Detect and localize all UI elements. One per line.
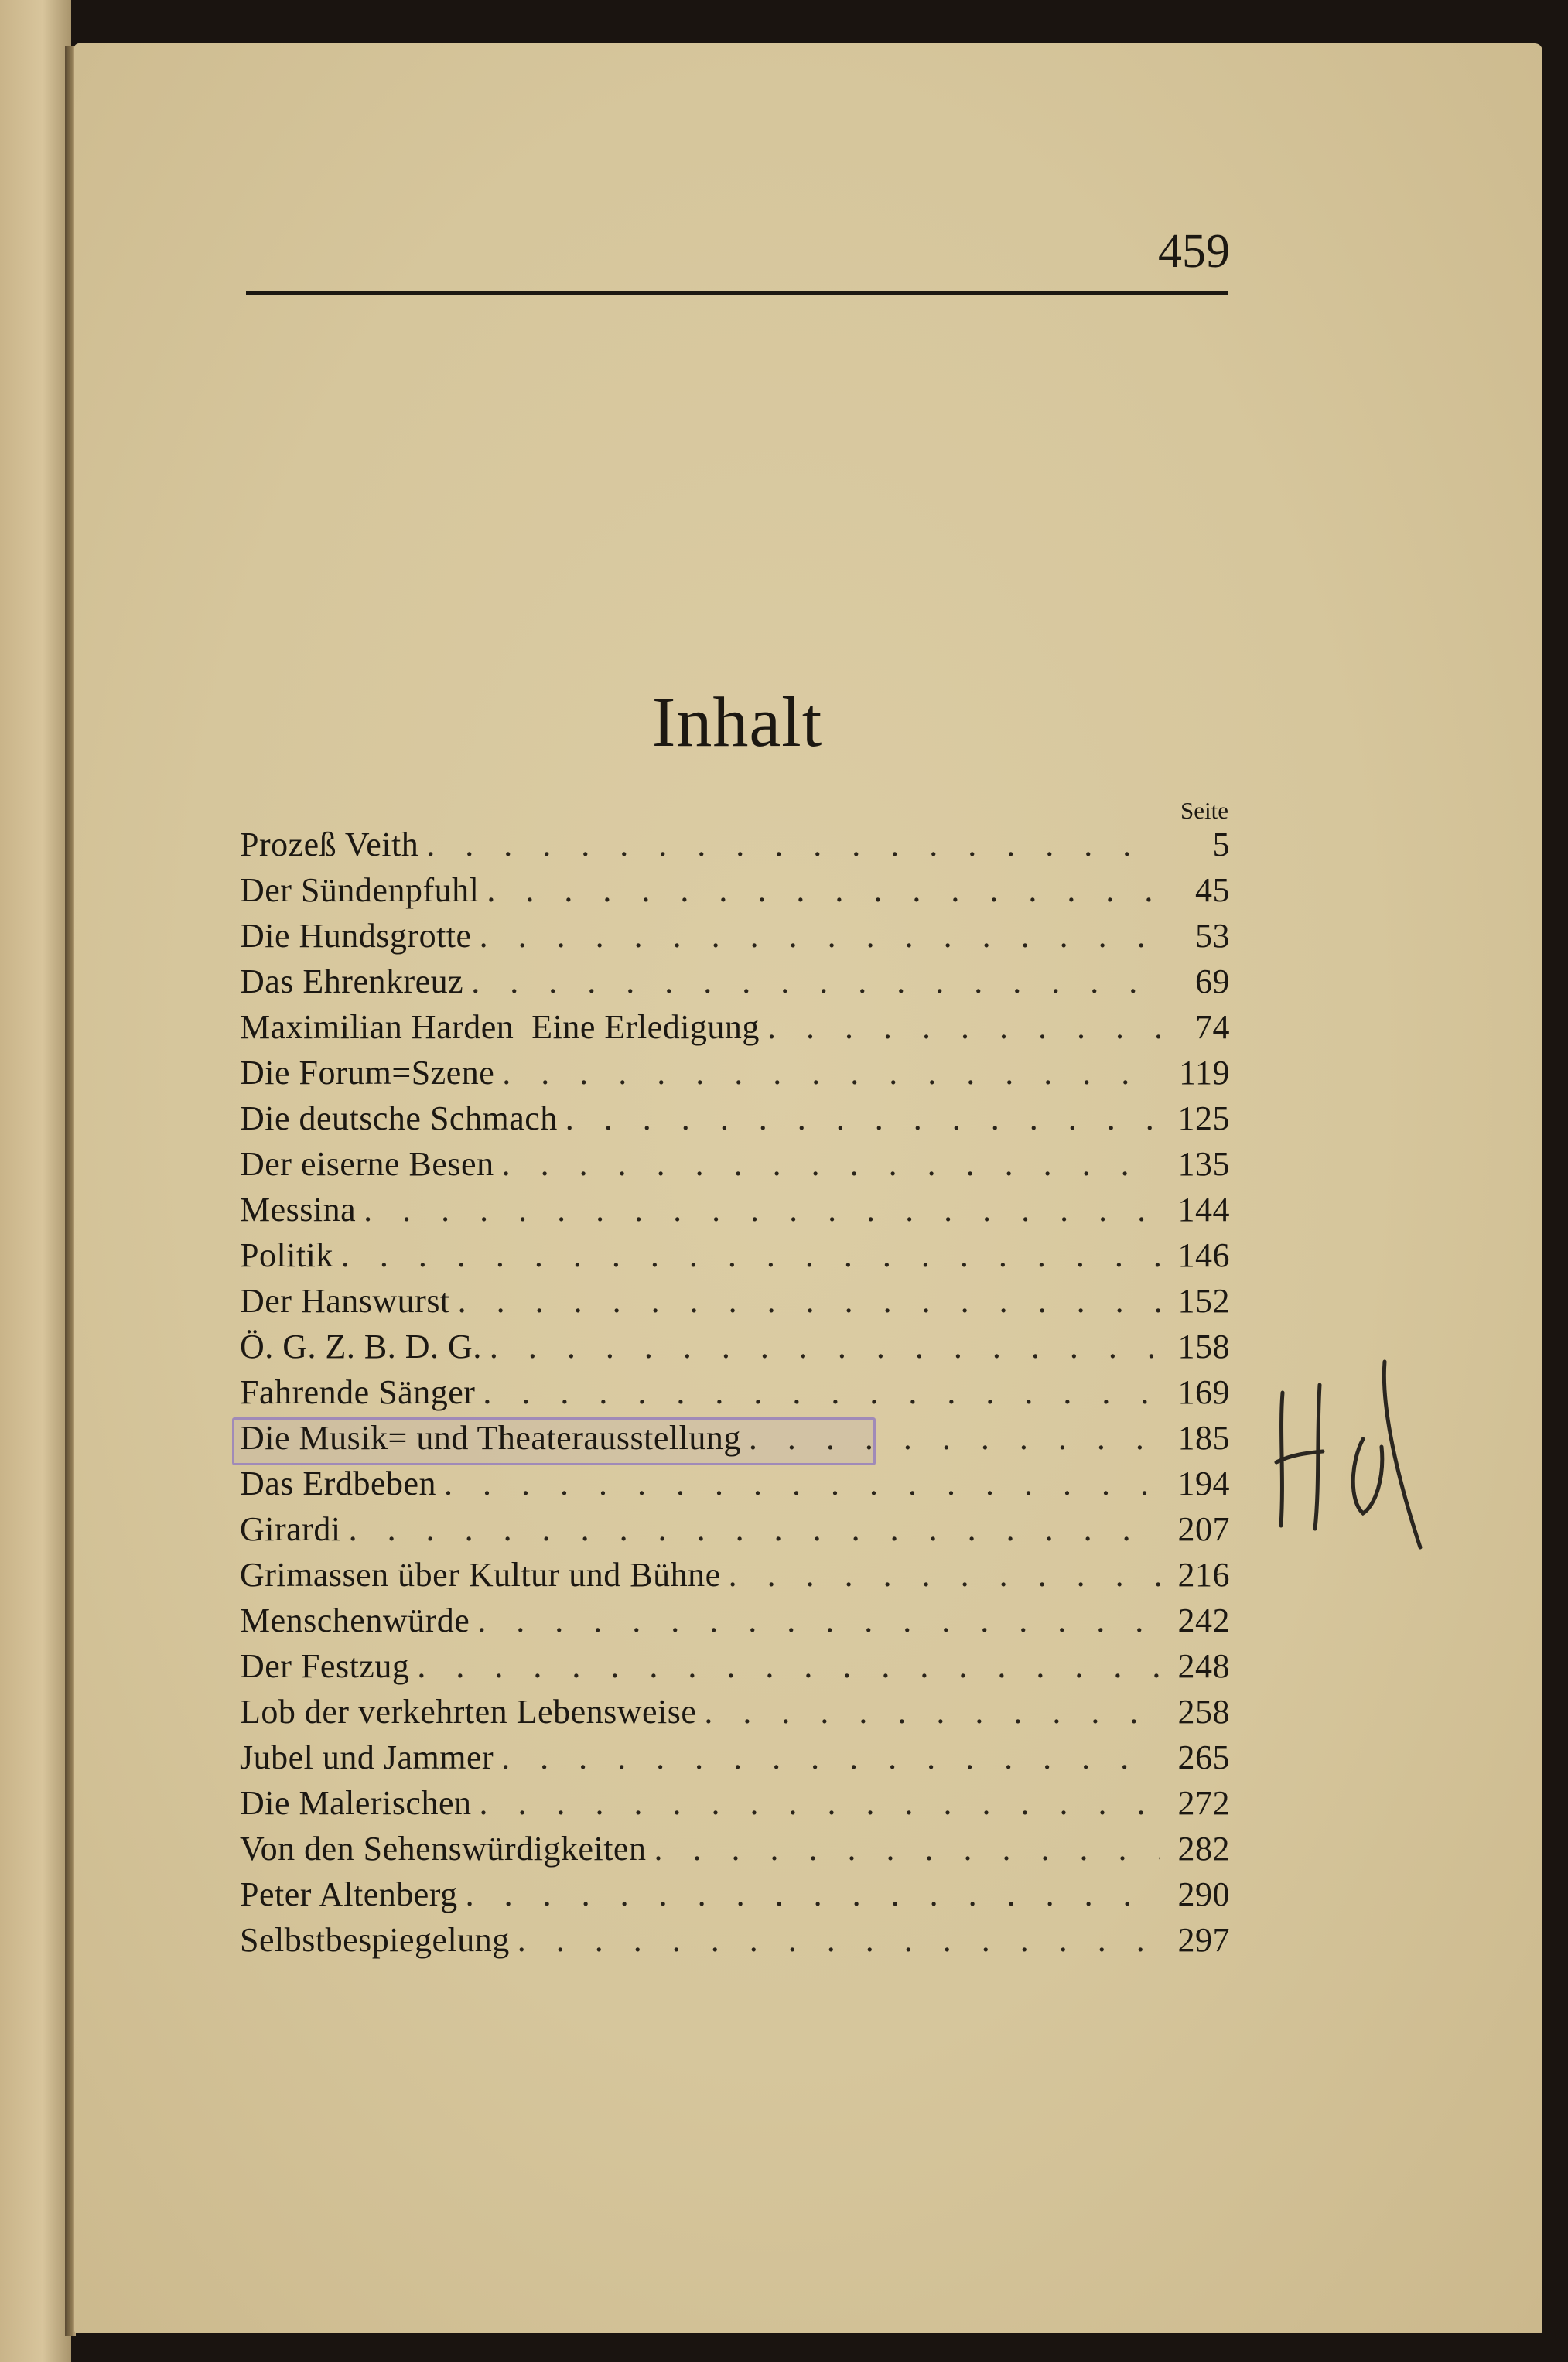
toc-leader-dots [458, 1278, 1160, 1324]
toc-leader-dots [749, 1415, 1160, 1461]
toc-entry-title: Der eiserne Besen [240, 1145, 494, 1183]
toc-entry-page: 69 [1195, 962, 1230, 1000]
toc-entry-page: 74 [1195, 1008, 1230, 1046]
toc-entry-page: 297 [1177, 1921, 1230, 1959]
toc-entry-page: 248 [1177, 1647, 1230, 1685]
toc-entry [240, 913, 1230, 959]
toc-entry-page: 125 [1177, 1099, 1230, 1137]
toc-entry-page: 169 [1177, 1373, 1230, 1411]
toc-entry [240, 822, 1230, 867]
toc-entry-title: Der Sündenpfuhl [240, 871, 480, 909]
toc-leader-dots [471, 959, 1160, 1004]
handwritten-mark-icon [1269, 1354, 1439, 1555]
toc-entry [240, 1324, 1230, 1369]
toc-entry-title: Das Erdbeben [240, 1465, 437, 1502]
toc-entry [240, 1780, 1230, 1826]
toc-entry [240, 1689, 1230, 1735]
toc-entry-title: Selbstbespiegelung [240, 1921, 510, 1959]
toc-leader-dots [341, 1232, 1160, 1278]
toc-entry-page: 146 [1177, 1236, 1230, 1274]
toc-entry [240, 1096, 1230, 1141]
toc-entry-title: Maximilian Harden Eine Erledigung [240, 1008, 760, 1046]
toc-entry [240, 1232, 1230, 1278]
toc-entry-page: 119 [1179, 1054, 1230, 1092]
toc-entry-page: 265 [1177, 1738, 1230, 1776]
toc-entry [240, 1552, 1230, 1598]
left-page-edge [0, 0, 71, 2362]
toc-entry-page: 216 [1177, 1556, 1230, 1594]
toc-entry-title: Die deutsche Schmach [240, 1099, 558, 1137]
page-title: Inhalt [651, 682, 823, 761]
toc-entry-title: Fahrende Sänger [240, 1373, 476, 1411]
toc-entry-title: Der Hanswurst [240, 1282, 450, 1320]
toc-entry [240, 1917, 1230, 1963]
toc-entry [240, 1871, 1230, 1917]
toc-leader-dots [483, 1369, 1160, 1415]
toc-leader-dots [426, 822, 1160, 867]
toc-entry-title: Der Festzug [240, 1647, 410, 1685]
toc-entry-title: Peter Altenberg [240, 1875, 458, 1913]
toc-entry [240, 1050, 1230, 1096]
toc-leader-dots [729, 1552, 1160, 1598]
toc-entry-page: 207 [1177, 1510, 1230, 1548]
toc-leader-dots [349, 1506, 1160, 1552]
toc-entry-title: Ö. G. Z. B. D. G. [240, 1328, 482, 1366]
toc-entry-title: Prozeß Veith [240, 826, 419, 863]
toc-entry [240, 1415, 1230, 1461]
toc-entry-page: 242 [1177, 1601, 1230, 1639]
toc-leader-dots [364, 1187, 1160, 1232]
toc-entry [240, 1004, 1230, 1050]
toc-entry-title: Girardi [240, 1510, 341, 1548]
toc-entry-title: Jubel und Jammer [240, 1738, 494, 1776]
toc-entry-title: Von den Sehenswürdigkeiten [240, 1830, 647, 1868]
toc-entry [240, 1141, 1230, 1187]
toc-entry-page: 194 [1177, 1465, 1230, 1502]
toc-leader-dots [767, 1004, 1160, 1050]
toc-entry [240, 1187, 1230, 1232]
toc-leader-dots [480, 913, 1160, 959]
toc-entry-page: 53 [1195, 917, 1230, 955]
page-number: 459 [1158, 225, 1230, 278]
toc-leader-dots [417, 1643, 1160, 1689]
toc-leader-dots [466, 1871, 1160, 1917]
seite-label: Seite [1180, 797, 1228, 824]
toc-entry-title: Lob der verkehrten Lebensweise [240, 1693, 697, 1731]
toc-entry [240, 959, 1230, 1004]
toc-leader-dots [490, 1324, 1160, 1369]
toc-entry-title: Politik [240, 1236, 333, 1274]
toc-entry-title: Grimassen über Kultur und Bühne [240, 1556, 721, 1594]
toc-entry-page: 45 [1195, 871, 1230, 909]
toc-entry-title: Die Hundsgrotte [240, 917, 472, 955]
toc-entry [240, 1735, 1230, 1780]
toc-entry-page: 152 [1177, 1282, 1230, 1320]
toc-leader-dots [487, 867, 1160, 913]
toc-leader-dots [704, 1689, 1160, 1735]
toc-entry [240, 1643, 1230, 1689]
toc-entry-page: 282 [1177, 1830, 1230, 1868]
toc-entry-page: 144 [1177, 1191, 1230, 1229]
toc-entry-page: 5 [1212, 826, 1230, 863]
toc-leader-dots [480, 1780, 1161, 1826]
toc-entry-title: Die Musik= und Theaterausstellung [240, 1419, 741, 1457]
toc-leader-dots [565, 1096, 1160, 1141]
toc-entry [240, 867, 1230, 913]
toc-entry [240, 1598, 1230, 1643]
header-rule [246, 291, 1228, 295]
toc-entry-page: 185 [1177, 1419, 1230, 1457]
toc-entry [240, 1278, 1230, 1324]
toc-entry-title: Das Ehrenkreuz [240, 962, 464, 1000]
toc-entry-page: 258 [1177, 1693, 1230, 1731]
toc-entry [240, 1506, 1230, 1552]
toc-entry [240, 1369, 1230, 1415]
table-of-contents [240, 822, 1230, 1963]
toc-leader-dots [477, 1598, 1160, 1643]
toc-entry-page: 158 [1177, 1328, 1230, 1366]
toc-entry-page: 135 [1177, 1145, 1230, 1183]
toc-leader-dots [654, 1826, 1160, 1871]
toc-entry-title: Menschenwürde [240, 1601, 470, 1639]
toc-leader-dots [518, 1917, 1160, 1963]
toc-entry [240, 1826, 1230, 1871]
toc-leader-dots [502, 1141, 1160, 1187]
toc-leader-dots [501, 1735, 1160, 1780]
toc-leader-dots [444, 1461, 1160, 1506]
toc-entry-title: Messina [240, 1191, 357, 1229]
toc-entry-title: Die Forum=Szene [240, 1054, 495, 1092]
toc-entry-page: 272 [1177, 1784, 1230, 1822]
toc-entry-page: 290 [1177, 1875, 1230, 1913]
toc-entry [240, 1461, 1230, 1506]
toc-entry-title: Die Malerischen [240, 1784, 472, 1822]
toc-leader-dots [502, 1050, 1160, 1096]
